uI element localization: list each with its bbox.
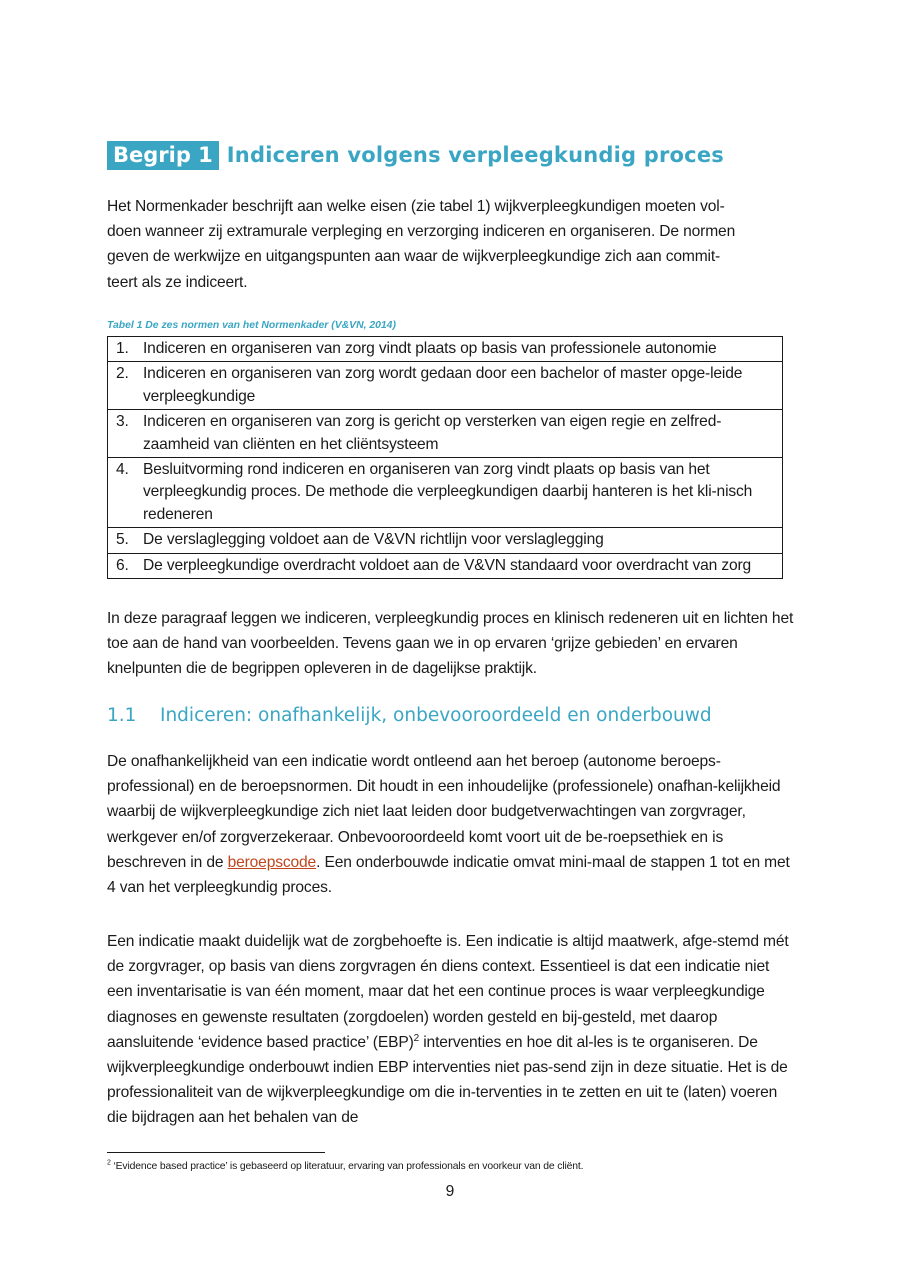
paragraph-4 [107, 929, 797, 1131]
concept-heading [107, 140, 724, 170]
footnote-marker: 2 [107, 1159, 111, 1167]
paragraph-text-start: Een indicatie maakt duidelijk wat de zorgbehoefte is. Een indicatie is altijd maatwerk, afge-stemd mét de zorgvrager, op basis van diens zorgvragen én diens context. Essentieel is dat een indicatie niet een inventarisatie is van één moment, maar dat het een continue proces is waar verpleegkundige diagnoses en gewenste resultaten (zorgdoelen) worden gesteld en bij-gesteld, met daarop aansluitende ‘evidence based practice’ (EBP) [107, 933, 789, 1051]
norm-text: Indiceren en organiseren van zorg is gericht op versterken van eigen regie en zelfred-zaamheid van cliënten en het cliëntsysteem [143, 413, 722, 453]
norms-table [107, 336, 783, 579]
concept-title: Indiceren volgens verpleegkundig proces [226, 143, 724, 167]
footnote [107, 1161, 583, 1172]
norm-text: Indiceren en organiseren van zorg vindt plaats op basis van professionele autonomie [143, 340, 717, 357]
norm-number: 1. [116, 340, 129, 357]
paragraph-3 [107, 749, 797, 900]
norm-number: 6. [116, 556, 129, 574]
paragraph-text: In deze paragraaf leggen we indiceren, verpleegkundig proces en klinisch redeneren uit en lichten het toe aan de hand van voorbeelden. Tevens gaan we in op ervaren ‘grijze gebieden’ en ervaren knelpunten die de begrippen opleveren in de dagelijkse praktijk. [107, 610, 794, 678]
table-row [108, 528, 783, 553]
section-heading [107, 705, 712, 726]
norm-number: 2. [116, 365, 129, 383]
paragraph-text-end: interventies en hoe dit al-les is te organiseren. De wijkverpleegkundige onderbouwt indien EBP interventies niet pas-send zijn in deze situatie. Het is de professionaliteit van de wijkverpleegkundige om die in-terventies in te zetten en uit te (laten) voeren die bijdragen aan het behalen van de [107, 1033, 788, 1127]
paragraph-text-start: De onafhankelijkheid van een indicatie wordt ontleend aan het beroep (autonome beroeps-professional) en de beroepsnormen. Dit houdt in een inhoudelijke (professionele) onafhan-kelijkheid waarbij de wijkverpleegkundige zich niet laat leiden door budgetverwachtingen van zorgvrager, werkgever en/of zorgverzekeraar. Onbevooroordeeld komt voort uit de be-roepsethiek en is beschreven in de [107, 753, 781, 871]
table-row [108, 410, 783, 458]
section-title: Indiceren: onafhankelijk, onbevooroordeeld en onderbouwd [160, 705, 712, 726]
norm-text: De verpleegkundige overdracht voldoet aan de V&VN standaard voor overdracht van zorg [143, 556, 752, 574]
norm-number: 3. [116, 413, 129, 431]
beroepscode-link[interactable]: beroepscode [227, 853, 317, 871]
footnote-text: ‘Evidence based practice’ is gebaseerd op literatuur, ervaring van professionals en voorkeur van de cliënt. [110, 1161, 584, 1172]
intro-line: geven de werkwijze en uitgangspunten aan waar de wijkverpleegkundige zich aan commit- [107, 248, 721, 266]
table-row [108, 458, 783, 528]
table-row [108, 337, 783, 362]
paragraph-text [107, 749, 797, 900]
norm-text: Besluitvorming rond indiceren en organiseren van zorg vindt plaats op basis van het verpleegkundig proces. De methode die verpleegkundigen daarbij hanteren is het kli-nisch redeneren [143, 461, 753, 523]
paragraph-text-end: . Een onderbouwde indicatie omvat mini-maal de stappen 1 tot en met 4 van het verpleegkundig proces. [107, 853, 790, 897]
footnote-separator [107, 1152, 325, 1153]
page-number: 9 [445, 1183, 455, 1200]
concept-badge: Begrip 1 [107, 141, 219, 170]
norm-number: 5. [116, 531, 129, 549]
intro-paragraph [107, 194, 797, 295]
table-row [108, 362, 783, 410]
paragraph-text [107, 929, 797, 1131]
norm-text: Indiceren en organiseren van zorg wordt gedaan door een bachelor of master opge-leide verpleegkundige [143, 365, 743, 405]
intro-line: doen wanneer zij extramurale verpleging en verzorging indiceren en organiseren. De normen [107, 223, 736, 241]
table-row [108, 553, 783, 578]
norm-number: 4. [116, 461, 129, 479]
intro-line: Het Normenkader beschrijft aan welke eisen (zie tabel 1) wijkverpleegkundigen moeten vol- [107, 198, 725, 215]
footnote-reference[interactable]: 2 [413, 1032, 420, 1044]
table-caption: Tabel 1 De zes normen van het Normenkader (V&VN, 2014) [107, 320, 396, 331]
section-number: 1.1 [107, 705, 137, 726]
intro-line: teert als ze indiceert. [107, 273, 248, 291]
paragraph-2 [107, 606, 797, 682]
norm-text: De verslaglegging voldoet aan de V&VN richtlijn voor verslaglegging [143, 531, 604, 549]
